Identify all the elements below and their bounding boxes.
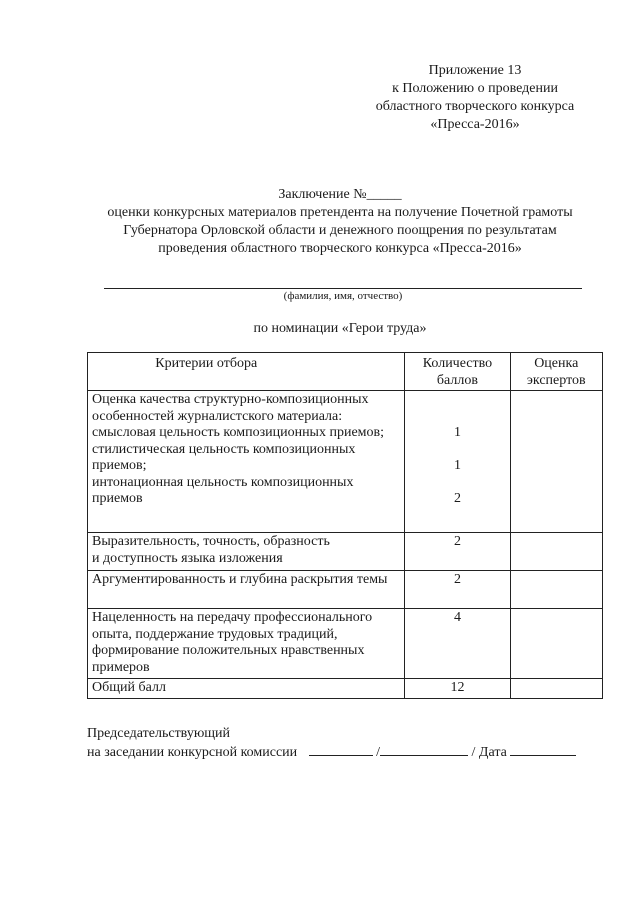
header-criteria: Критерии отбора <box>88 353 405 391</box>
criteria-text: Нацеленность на передачу профессионального опыта, поддержание трудовых традиций, формирование положительных нравственных примеров <box>92 610 373 675</box>
total-points: 12 <box>405 679 510 699</box>
table-header-row <box>88 353 603 391</box>
experts-cell[interactable] <box>510 533 603 571</box>
points-value: 2 <box>405 571 510 609</box>
signature-commission: на заседании конкурсной комиссии <box>87 745 298 760</box>
document-title: Заключение №_____ <box>278 187 402 202</box>
name-blank[interactable] <box>380 743 468 756</box>
criteria-cell <box>88 533 405 571</box>
experts-cell[interactable] <box>510 609 603 679</box>
experts-cell[interactable] <box>510 571 603 609</box>
criteria-cell <box>88 609 405 679</box>
heading-line-3: проведения областного творческого конкурса «Пресса-2016» <box>158 241 522 256</box>
annex-ref: к Положению о проведении <box>392 81 558 96</box>
criteria-text: стилистическая цельность композиционных приемов; <box>92 441 356 473</box>
name-field-caption: (фамилия, имя, отчество) <box>283 290 403 302</box>
criteria-text: смысловая цельность композиционных приемов; <box>92 425 385 440</box>
criteria-text: Оценка качества структурно-композиционных особенностей журналистского материала: <box>92 392 369 424</box>
points-cell <box>405 391 510 533</box>
signature-block <box>87 724 576 762</box>
criteria-text: интонационная цельность композиционных приемов <box>92 474 354 506</box>
table-row-total <box>88 679 603 699</box>
criteria-text: Выразительность, точность, образность <box>92 534 330 549</box>
criteria-cell <box>88 391 405 533</box>
experts-cell[interactable] <box>510 391 603 533</box>
table-row <box>88 609 603 679</box>
signature-role: Председательствующий <box>87 726 231 741</box>
header-points: Количество баллов <box>405 353 510 391</box>
annex-contest-name: «Пресса-2016» <box>430 117 520 132</box>
criteria-table <box>87 352 603 699</box>
heading-line-1: оценки конкурсных материалов претендента на получение Почетной грамоты <box>107 205 573 220</box>
signature-blank[interactable] <box>309 743 373 756</box>
experts-total-cell[interactable] <box>510 679 603 699</box>
total-label: Общий балл <box>88 679 405 699</box>
criteria-text: Аргументированность и глубина раскрытия темы <box>92 572 388 587</box>
annex-contest: областного творческого конкурса <box>375 99 575 114</box>
table-row <box>88 571 603 609</box>
points-value: 1 <box>453 458 461 473</box>
annex-number: Приложение 13 <box>428 63 522 78</box>
document-heading <box>60 186 620 258</box>
points-value: 2 <box>405 533 510 571</box>
date-blank[interactable] <box>510 743 576 756</box>
date-label: / Дата <box>471 745 507 760</box>
points-value: 2 <box>453 491 461 506</box>
annex-header <box>355 62 595 134</box>
separator: / <box>376 745 381 760</box>
heading-line-2: Губернатора Орловской области и денежного поощрения по результатам <box>123 223 557 238</box>
nomination-label: по номинации «Герои труда» <box>253 321 427 336</box>
name-field-line <box>104 288 582 289</box>
table-row <box>88 533 603 571</box>
points-value: 4 <box>405 609 510 679</box>
header-experts: Оценка экспертов <box>510 353 603 391</box>
criteria-cell <box>88 571 405 609</box>
points-value: 1 <box>453 425 461 440</box>
criteria-text: и доступность языка изложения <box>92 550 283 566</box>
signature-line <box>87 743 576 762</box>
table-row <box>88 391 603 533</box>
